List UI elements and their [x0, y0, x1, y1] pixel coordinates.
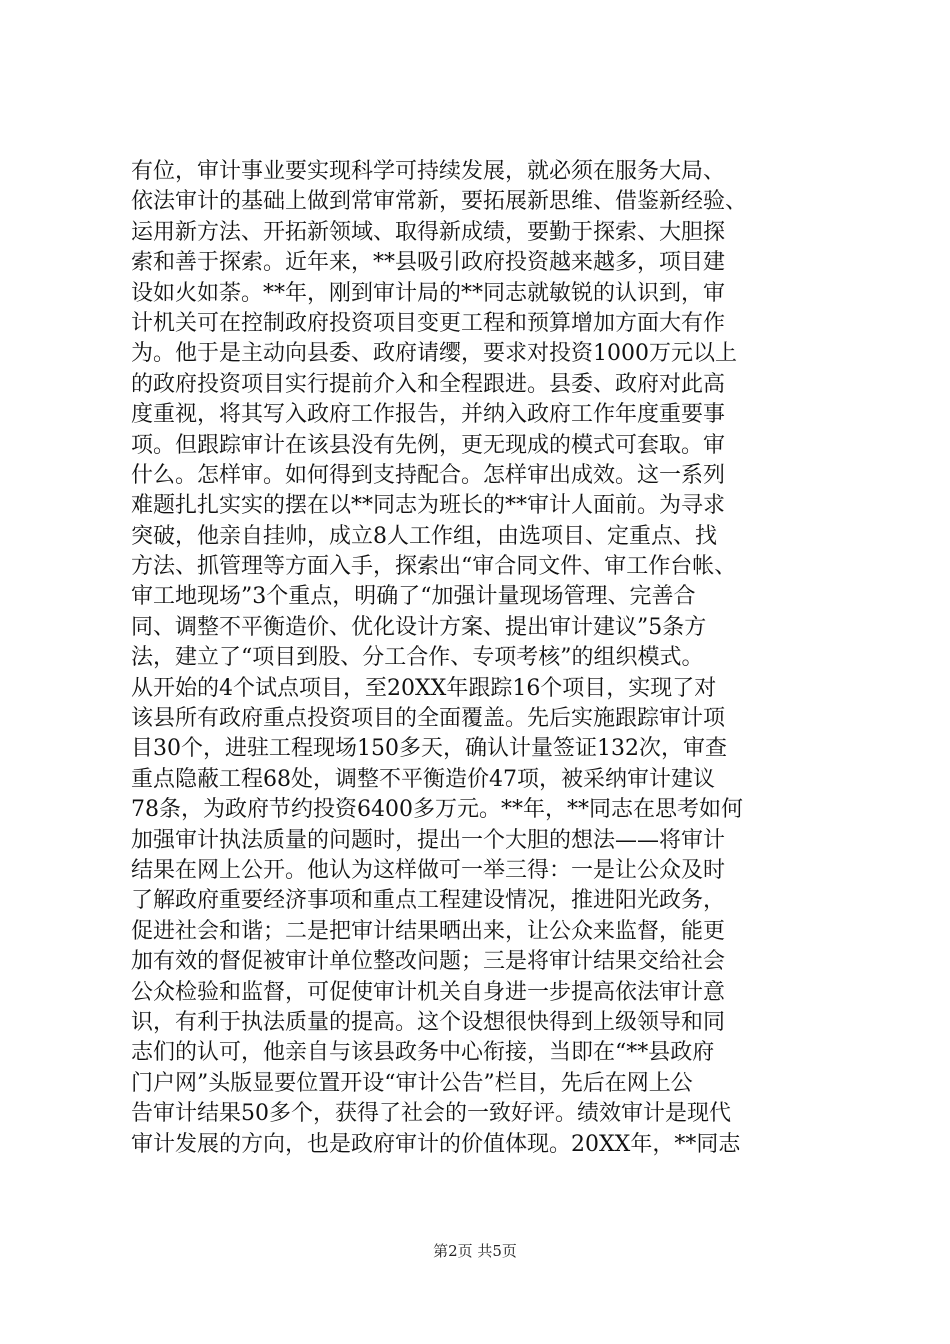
text-line: 审工地现场”3个重点，明确了“加强计量现场管理、完善合: [131, 584, 696, 610]
text-line: 加强审计执法质量的问题时，提出一个大胆的想法——将审计: [131, 827, 726, 853]
text-line: 设如火如荼。**年，刚到审计局的**同志就敏锐的认识到，审: [131, 280, 726, 306]
text-line: 法，建立了“项目到股、分工合作、专项考核”的组织模式。: [131, 645, 704, 671]
text-line: 告审计结果50多个，获得了社会的一致好评。绩效审计是现代: [131, 1101, 731, 1127]
text-line: 项。但跟踪审计在该县没有先例，更无现成的模式可套取。审: [131, 432, 726, 458]
text-line: 审计发展的方向，也是政府审计的价值体现。20XX年，**同志: [131, 1131, 741, 1157]
text-line: 运用新方法、开拓新领域、取得新成绩，要勤于探索、大胆探: [131, 219, 726, 245]
text-line: 了解政府重要经济事项和重点工程建设情况，推进阳光政务，: [131, 888, 726, 914]
text-line: 方法、抓管理等方面入手，探索出“审合同文件、审工作台帐、: [131, 554, 737, 580]
text-line: 的政府投资项目实行提前介入和全程跟进。县委、政府对此高: [131, 371, 726, 397]
text-line: 为。他于是主动向县委、政府请缨，要求对投资1000万元以上: [131, 341, 737, 367]
text-line: 从开始的4个试点项目，至20XX年跟踪16个项目，实现了对: [131, 675, 717, 701]
text-line: 目30个，进驻工程现场150多天，确认计量签证132次，审查: [131, 736, 727, 762]
text-line: 促进社会和谐；二是把审计结果晒出来，让公众来监督，能更: [131, 918, 726, 944]
text-line: 什么。怎样审。如何得到支持配合。怎样审出成效。这一系列: [131, 462, 726, 488]
text-line: 重点隐蔽工程68处，调整不平衡造价47项，被采纳审计建议: [131, 766, 715, 792]
text-line: 78条，为政府节约投资6400多万元。**年，**同志在思考如何: [131, 797, 743, 823]
text-line: 有位，审计事业要实现科学可持续发展，就必须在服务大局、: [131, 159, 726, 184]
text-line: 同、调整不平衡造价、优化设计方案、提出审计建议”5条方: [131, 614, 707, 640]
text-line: 计机关可在控制政府投资项目变更工程和预算增加方面大有作: [131, 310, 726, 336]
body-paragraph: [131, 157, 831, 1160]
text-line: 门户网”头版显要位置开设“审计公告”栏目，先后在网上公: [131, 1070, 693, 1096]
text-line: 加有效的督促被审计单位整改问题；三是将审计结果交给社会: [131, 949, 726, 975]
text-line: 识，有利于执法质量的提高。这个设想很快得到上级领导和同: [131, 1009, 726, 1035]
text-line: 难题扎扎实实的摆在以**同志为班长的**审计人面前。为寻求: [131, 493, 726, 519]
text-line: 依法审计的基础上做到常审常新，要拓展新思维、借鉴新经验、: [131, 189, 748, 215]
text-line: 公众检验和监督，可促使审计机关自身进一步提高依法审计意: [131, 979, 726, 1005]
text-line: 度重视，将其写入政府工作报告，并纳入政府工作年度重要事: [131, 402, 726, 428]
text-line: 突破，他亲自挂帅，成立8人工作组，由选项目、定重点、找: [131, 523, 717, 549]
text-line: 该县所有政府重点投资项目的全面覆盖。先后实施跟踪审计项: [131, 706, 726, 732]
text-line: 结果在网上公开。他认为这样做可一举三得：一是让公众及时: [131, 857, 726, 883]
text-line: 志们的认可，他亲自与该县政务中心衔接，当即在“**县政府: [131, 1040, 715, 1066]
page-footer: 第2页 共5页: [433, 1242, 517, 1260]
text-line: 索和善于探索。近年来，**县吸引政府投资越来越多，项目建: [131, 250, 726, 276]
